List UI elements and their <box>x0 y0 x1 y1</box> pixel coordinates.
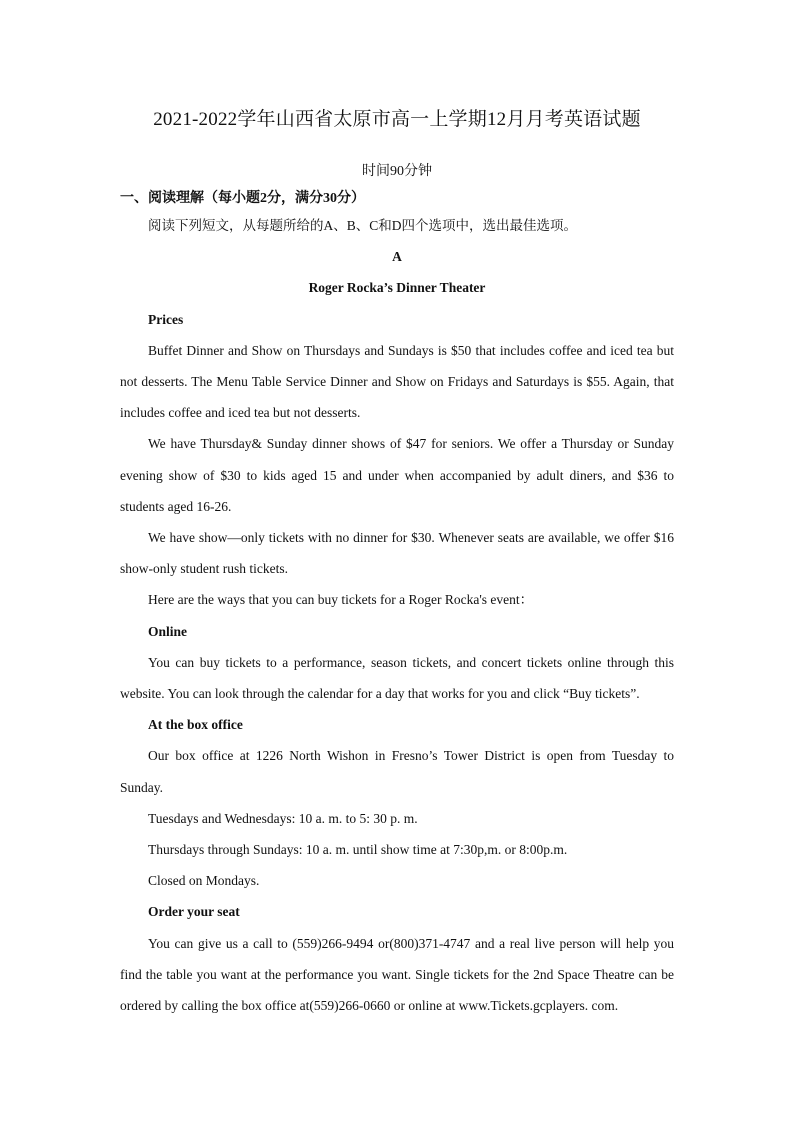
paragraph: We have show—only tickets with no dinner for $30. Whenever seats are available, we offer $16 show-only student rush tickets. <box>120 530 674 577</box>
passage-title: Roger Rocka’s Dinner Theater <box>308 280 486 296</box>
online-heading: Online <box>148 623 188 639</box>
box-office-heading: At the box office <box>148 717 243 733</box>
paragraph: Our box office at 1226 North Wishon in Fresno’s Tower District is open from Tuesday to Sunday. <box>120 748 674 795</box>
page-title: 2021-2022学年山西省太原市高一上学期12月月考英语试题 <box>153 109 641 130</box>
order-heading: Order your seat <box>148 904 240 920</box>
passage-label: A <box>392 249 402 265</box>
section-instruction: 阅读下列短文，从每题所给的A、B、C和D四个选项中，选出最佳选项。 <box>148 218 578 233</box>
paragraph: We have Thursday& Sunday dinner shows of $47 for seniors. We offer a Thursday or Sunday evening show of $30 to kids aged 15 and under when accompanied by adult diners, and $36 to students aged 16-26. <box>120 436 674 514</box>
paragraph: Here are the ways that you can buy tickets for a Roger Rocka's event： <box>148 592 534 608</box>
paragraph: You can buy tickets to a performance, season tickets, and concert tickets online through this website. You can look through the calendar for a day that works for you and click “Buy tickets”. <box>120 654 674 702</box>
paragraph: Tuesdays and Wednesdays: 10 a. m. to 5: 30 p. m. <box>148 810 418 826</box>
paragraph: Thursdays through Sundays: 10 a. m. until show time at 7:30p,m. or 8:00p.m. <box>148 842 568 858</box>
time-limit: 时间90分钟 <box>362 164 432 179</box>
paragraph: Closed on Mondays. <box>148 873 260 889</box>
passage-body <box>120 210 674 1021</box>
prices-heading: Prices <box>148 311 184 327</box>
section-heading: 一、阅读理解（每小题2分，满分30分） <box>120 191 365 206</box>
paragraph: You can give us a call to (559)266-9494 or(800)371-4747 and a real live person will help you find the table you want at the performance you want. Single tickets for the 2nd Space Theatre can be ordered by calling the box office at(559)266-0660 or online at www.Tickets.gcplayers. com. <box>120 935 674 1014</box>
paragraph: Buffet Dinner and Show on Thursdays and Sundays is $50 that includes coffee and iced tea but not desserts. The Menu Table Service Dinner and Show on Fridays and Saturdays is $55. Again, that includes coffee and iced tea but not desserts. <box>120 342 674 421</box>
